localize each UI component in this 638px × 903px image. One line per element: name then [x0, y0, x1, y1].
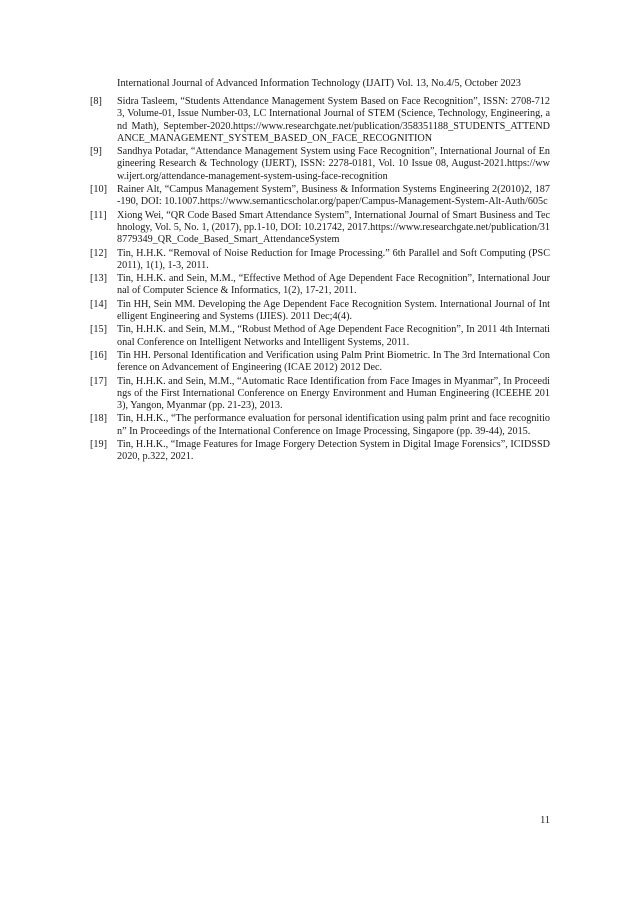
- reference-number: [11]: [90, 209, 107, 221]
- reference-number: [18]: [90, 413, 107, 425]
- reference-item: [90, 439, 550, 464]
- reference-number: [16]: [90, 349, 107, 361]
- reference-number: [13]: [90, 273, 107, 285]
- reference-text: Rainer Alt, “Campus Management System”, Business & Information Systems Engineering 2(2010)2, 187-190, DOI: 10.1007.https://www.semanticscholar.org/paper/Campus-Management-System-Alt-Auth/605c: [117, 184, 550, 208]
- reference-number: [8]: [90, 96, 102, 107]
- reference-text: Sidra Tasleem, “Students Attendance Management System Based on Face Recognition”, ISSN: 2708-7123, Volume-01, Issue Number-03, LC International Journal of STEM (Science, Technology, Engineering, and Math), September-2020.https://www.researchgate.net/publication/358351188_STUDENTS_ATTENDANCE_MANAGEMENT_SYSTEM_BASED_ON_FACE_RECOGNITION: [117, 96, 550, 144]
- reference-text: Tin, H.H.K. and Sein, M.M., “Robust Method of Age Dependent Face Recognition”, In 2011 4th International Conference on Intelligent Networks and Intelligent Systems, 2011.: [117, 324, 550, 348]
- reference-text: Tin HH. Personal Identification and Verification using Palm Print Biometric. In The 3rd International Conference on Advancement of Engineering (ICAE 2012) 2012 Dec.: [117, 349, 550, 374]
- reference-text: Tin, H.H.K. and Sein, M.M., “Automatic Race Identification from Face Images in Myanmar”, In Proceedings of the First International Conference on Energy Environment and Human Engineering (ICEEHE 2013), Yangon, Myanmar (pp. 21-23), 2013.: [117, 375, 550, 412]
- reference-item: [90, 376, 550, 413]
- reference-text: Tin, H.H.K. and Sein, M.M., “Effective Method of Age Dependent Face Recognition”, International Journal of Computer Science & Informatics, 1(2), 17-21, 2011.: [117, 273, 550, 297]
- reference-item: [90, 248, 550, 273]
- reference-item: [90, 350, 550, 375]
- reference-item: [90, 146, 550, 183]
- reference-item: [90, 413, 550, 438]
- reference-text: Xiong Wei, “QR Code Based Smart Attendance System”, International Journal of Smart Business and Technology, Vol. 5, No. 1, (2017), pp.1-10, DOI: 10.21742, 2017.https://www.researchgate.net/publication/318779349_QR_Code_Based_Smart_AttendanceSystem: [117, 209, 550, 246]
- reference-number: [14]: [90, 298, 107, 310]
- reference-item: [90, 324, 550, 349]
- reference-text: Tin HH, Sein MM. Developing the Age Dependent Face Recognition System. International Journal of Intelligent Engineering and Systems (IJIES). 2011 Dec;4(4).: [117, 298, 550, 323]
- reference-number: [17]: [90, 375, 107, 387]
- reference-item: [90, 299, 550, 324]
- page-number: 11: [540, 815, 550, 826]
- reference-item: [90, 184, 550, 209]
- reference-text: Sandhya Potadar, “Attendance Management System using Face Recognition”, International Journal of Engineering Research & Technology (IJERT), ISSN: 2278-0181, Vol. 10 Issue 08, August-2021.https://www.ijert.org/attendance-management-system-using-face-recognition: [117, 146, 550, 182]
- reference-item: [90, 96, 550, 145]
- reference-number: [9]: [90, 146, 102, 158]
- reference-number: [19]: [90, 439, 107, 451]
- reference-text: Tin, H.H.K. “Removal of Noise Reduction for Image Processing.” 6th Parallel and Soft Computing (PSC 2011), 1(1), 1-3, 2011.: [117, 247, 550, 271]
- references-list: [90, 96, 550, 465]
- reference-text: Tin, H.H.K., “The performance evaluation for personal identification using palm print and face recognition” In Proceedings of the International Conference on Image Processing, Singapore (pp. 39-44), 2015.: [117, 413, 550, 437]
- reference-item: [90, 210, 550, 247]
- reference-number: [15]: [90, 324, 107, 336]
- running-header: International Journal of Advanced Information Technology (IJAIT) Vol. 13, No.4/5, October 2023: [117, 78, 521, 89]
- reference-number: [10]: [90, 184, 107, 196]
- reference-text: Tin, H.H.K., “Image Features for Image Forgery Detection System in Digital Image Forensics”, ICIDSSD 2020, p.322, 2021.: [117, 439, 550, 463]
- reference-item: [90, 273, 550, 298]
- reference-number: [12]: [90, 247, 107, 259]
